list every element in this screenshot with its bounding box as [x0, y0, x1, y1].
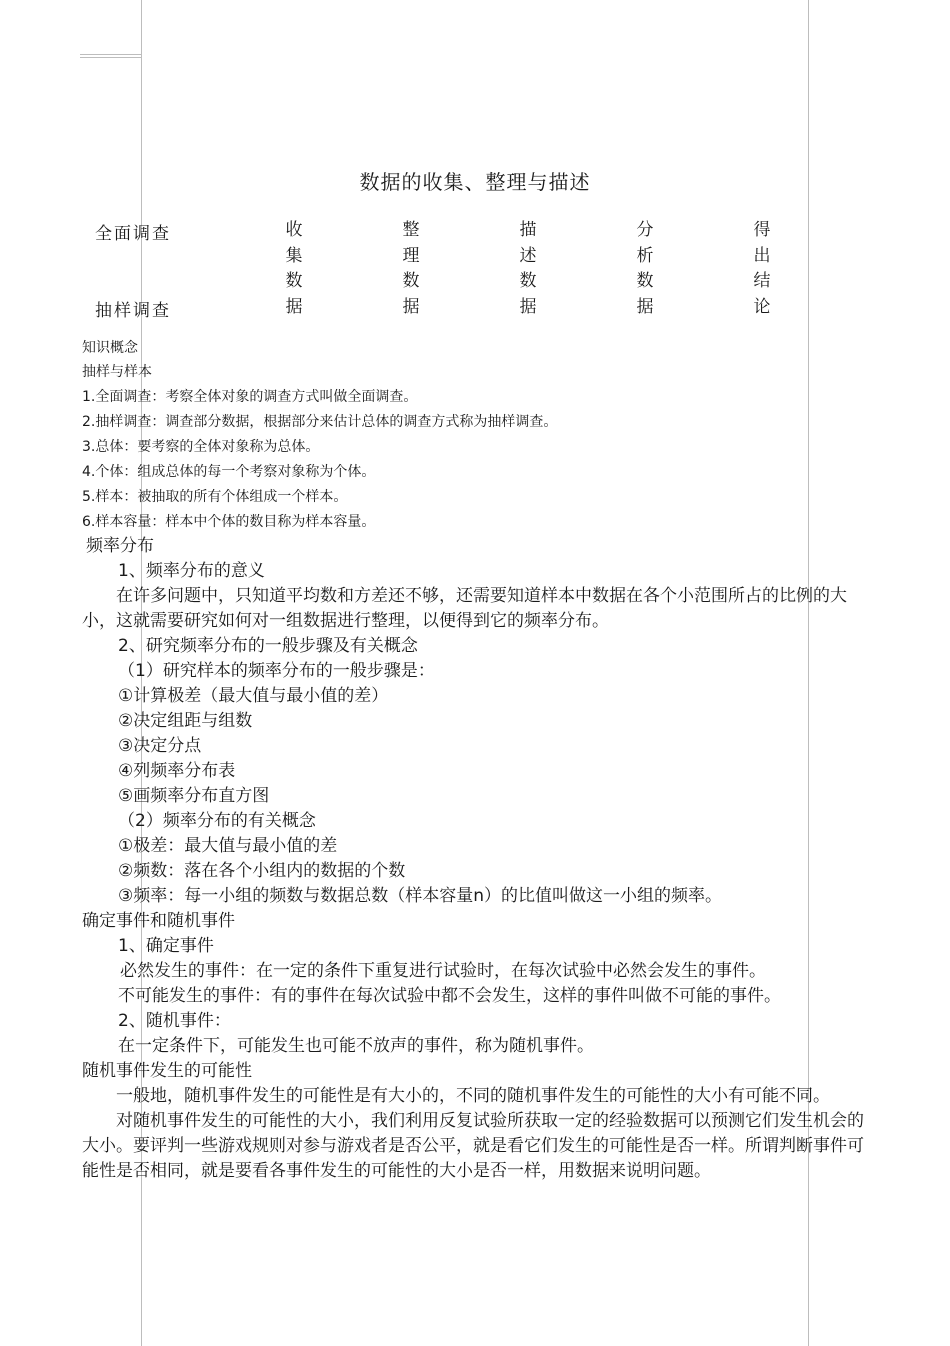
- flow-step-char: 描: [519, 220, 537, 240]
- events-s1-title: 1、确定事件: [118, 936, 214, 956]
- frequency-s2-title: 2、研究频率分布的一般步骤及有关概念: [118, 636, 418, 656]
- flow-step-char: 集: [285, 245, 303, 266]
- page-title: 数据的收集、整理与描述: [359, 170, 591, 194]
- frequency-concepts-title: （2）频率分布的有关概念: [118, 811, 316, 831]
- flow-step-char: 述: [519, 245, 537, 266]
- possibility-p1: 一般地，随机事件发生的可能性是有大小的，不同的随机事件发生的可能性的大小有可能不同。: [116, 1086, 830, 1106]
- possibility-p2: 对随机事件发生的可能性的大小，我们利用反复试验所获取一定的经验数据可以预测它们发生机会的大小。要评判一些游戏规则对参与游戏者是否公平，就是看它们发生的可能性是否一样。所谓判断事件可能性是否相同，就是要看各事件发生的可能性的大小是否一样，用数据来说明问题。: [82, 1111, 864, 1181]
- flow-step-char: 收: [285, 220, 303, 240]
- events-s2-title: 2、随机事件：: [118, 1011, 231, 1031]
- corner-mark: [80, 54, 142, 55]
- concept-item: 2.抽样调查：调查部分数据，根据部分来估计总体的调查方式称为抽样调查。: [82, 414, 558, 430]
- flow-step-conclude: [752, 218, 772, 320]
- concepts-heading: 知识概念: [82, 340, 138, 356]
- flow-step-char: 数: [519, 271, 537, 291]
- flow-step-describe: [518, 218, 538, 320]
- corner-mark: [80, 57, 142, 58]
- concept-item: 6.样本容量：样本中个体的数目称为样本容量。: [82, 514, 376, 530]
- flow-step-char: 得: [753, 220, 771, 240]
- frequency-step: ④列频率分布表: [118, 761, 236, 781]
- concept-item: 3.总体：要考察的全体对象称为总体。: [82, 439, 320, 455]
- flow-step-char: 数: [402, 271, 420, 291]
- events-impossible: 不可能发生的事件：有的事件在每次试验中都不会发生，这样的事件叫做不可能的事件。: [118, 986, 781, 1006]
- frequency-steps-title: （1）研究样本的频率分布的一般步骤是：: [118, 661, 435, 681]
- events-certain: 必然发生的事件：在一定的条件下重复进行试验时，在每次试验中必然会发生的事件。: [120, 961, 766, 981]
- concept-item: 1.全面调查：考察全体对象的调查方式叫做全面调查。: [82, 389, 418, 405]
- flow-step-analyze: [635, 218, 655, 320]
- flow-step-char: 据: [285, 296, 303, 317]
- frequency-concept: ②频数：落在各个小组内的数据的个数: [118, 861, 406, 881]
- events-heading: 确定事件和随机事件: [82, 911, 235, 931]
- flow-step-char: 据: [636, 296, 654, 317]
- flow-sample-survey: 抽样调查: [95, 301, 171, 321]
- concept-item: 5.样本：被抽取的所有个体组成一个样本。: [82, 489, 348, 505]
- possibility-heading: 随机事件发生的可能性: [82, 1061, 252, 1081]
- frequency-s1-title: 1、频率分布的意义: [118, 561, 265, 581]
- frequency-step: ①计算极差（最大值与最小值的差）: [118, 686, 389, 706]
- frequency-concept: ①极差：最大值与最小值的差: [118, 836, 338, 856]
- frequency-step: ②决定组距与组数: [118, 711, 253, 731]
- main-body: [82, 534, 872, 1184]
- frequency-heading: 频率分布: [86, 536, 154, 556]
- flow-step-char: 数: [636, 271, 654, 291]
- flow-step-char: 出: [753, 245, 771, 266]
- flow-step-char: 论: [753, 296, 771, 317]
- frequency-step: ⑤画频率分布直方图: [118, 786, 270, 806]
- flow-step-char: 据: [402, 296, 420, 317]
- frequency-s1-text: 在许多问题中，只知道平均数和方差还不够，还需要知道样本中数据在各个小范围所占的比例的大小，这就需要研究如何对一组数据进行整理，以便得到它的频率分布。: [82, 586, 847, 631]
- flow-step-char: 据: [519, 296, 537, 317]
- frequency-concept: ③频率：每一小组的频数与数据总数（样本容量n）的比值叫做这一小组的频率。: [118, 886, 723, 906]
- concepts-subheading: 抽样与样本: [82, 364, 152, 380]
- flow-step-char: 理: [402, 245, 420, 266]
- flow-step-char: 析: [636, 245, 654, 266]
- flow-full-survey: 全面调查: [95, 224, 171, 244]
- events-random: 在一定条件下，可能发生也可能不放声的事件，称为随机事件。: [118, 1036, 594, 1056]
- frequency-step: ③决定分点: [118, 736, 202, 756]
- flow-step-collect: [284, 218, 304, 320]
- flow-step-organize: [401, 218, 421, 320]
- flow-step-char: 整: [402, 220, 420, 240]
- flow-step-char: 结: [753, 271, 771, 291]
- concept-item: 4.个体：组成总体的每一个考察对象称为个体。: [82, 464, 376, 480]
- flow-step-char: 数: [285, 271, 303, 291]
- flow-step-char: 分: [636, 220, 654, 240]
